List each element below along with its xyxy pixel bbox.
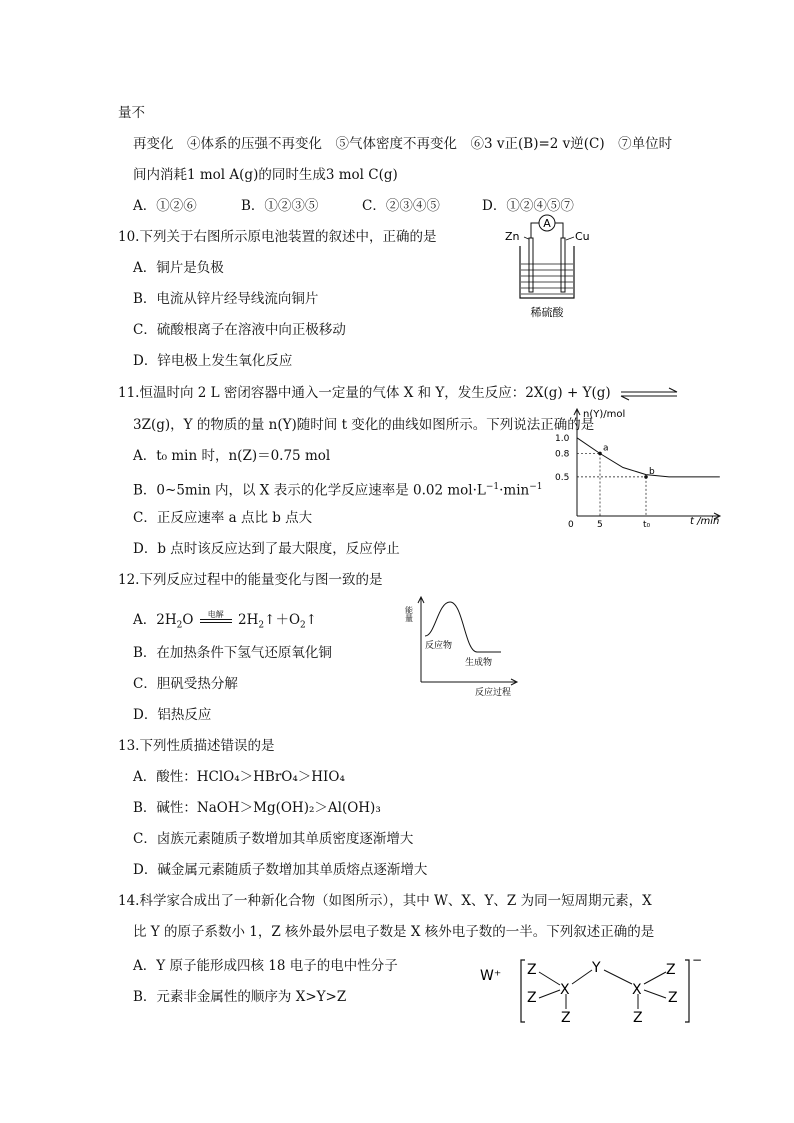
atom-z: Z	[666, 962, 676, 978]
y-tick-label: 0.5	[555, 472, 570, 483]
atom-z: Z	[633, 1010, 643, 1026]
q10-stem: 10.下列关于右图所示原电池装置的叙述中，正确的是	[118, 229, 437, 245]
q9-option-d: D．①②④⑤⑦	[482, 198, 574, 214]
electrolysis-condition: 电解	[207, 609, 224, 619]
q12-option-a: A．$2H_2O$ 电解 $2H_2↑+O_2↑$	[133, 611, 317, 635]
q10-option-a: A．铜片是负极	[133, 260, 224, 276]
wire-right	[555, 223, 563, 238]
electrolyte-caption: 稀硫酸	[530, 306, 564, 319]
atom-z: Z	[561, 1010, 571, 1026]
q11-option-c: C．正反应速率 a 点比 b 点大	[133, 510, 313, 526]
q11-stem-line-1: 11.恒温时向 2 L 密闭容器中通入一定量的气体 X 和 Y，发生反应：2X(g) + Y(g)	[118, 385, 611, 401]
zn-electrode	[529, 238, 533, 292]
q11-option-d: D．b 点时该反应达到了最大限度，反应停止	[133, 541, 400, 557]
atom-y: Y	[592, 960, 601, 976]
q12-option-d: D．铝热反应	[133, 707, 212, 723]
zn-label: Zn	[505, 230, 520, 243]
y-tick-label: 0.8	[555, 449, 570, 460]
point-label: a	[603, 443, 609, 454]
q12-option-c: C．胆矾受热分解	[133, 676, 238, 692]
q9-option-a: A．①②⑥	[133, 198, 197, 214]
x-tick-label: 0	[568, 520, 574, 530]
q9-line-3: 间内消耗1 mol A(g)的同时生成3 mol C(g)	[133, 167, 398, 183]
ammeter-label: A	[543, 217, 551, 230]
right-bracket	[685, 960, 689, 1022]
energy-axis-label: 能量	[404, 606, 414, 622]
reaction-progress-label: 反应过程	[475, 688, 512, 698]
q9-line-2: 再变化 ④体系的压强不再变化 ⑤气体密度不再变化 ⑥3 v正(B)=2 v逆(C) ⑦单位时	[133, 136, 673, 152]
q13-option-d: D．碱金属元素随质子数增加其单质熔点逐渐增大	[133, 862, 428, 878]
q9-option-c: C．②③④⑤	[362, 198, 440, 214]
energy-profile-figure	[405, 594, 527, 700]
y-tick-label: 1.0	[555, 433, 570, 444]
point-label: b	[649, 466, 655, 477]
x-tick-label: t₀	[643, 520, 651, 530]
wire-left	[531, 223, 539, 238]
q13-option-a: A．酸性：HClO₄＞HBrO₄＞HIO₄	[133, 769, 345, 785]
q13-option-c: C．卤族元素随质子数增加其单质密度逐渐增大	[133, 831, 414, 847]
q12-stem: 12.下列反应过程中的能量变化与图一致的是	[118, 572, 383, 588]
left-bracket	[521, 960, 525, 1022]
atom-z: Z	[668, 990, 678, 1006]
reversible-arrow-icon	[619, 387, 683, 401]
atom-x: X	[560, 982, 570, 998]
cation-label: W⁺	[480, 968, 502, 984]
galvanic-cell-figure	[500, 212, 600, 324]
q9-line-1: 量不	[118, 105, 145, 121]
atom-z: Z	[527, 962, 537, 978]
x-axis-label: t /min	[690, 516, 720, 527]
q14-stem-line-2: 比 Y 的原子系数小 1，Z 核外最外层电子数是 X 核外电子数的一半。下列叙述正确的是	[133, 924, 655, 940]
q13-option-b: B．碱性：NaOH＞Mg(OH)₂＞Al(OH)₃	[133, 800, 381, 816]
y-axis-label: n(Y)/mol	[583, 409, 626, 420]
cu-electrode	[561, 238, 565, 292]
compound-structure-figure	[476, 952, 701, 1030]
atom-x: X	[632, 982, 642, 998]
q12-option-b: B．在加热条件下氢气还原氧化铜	[133, 645, 332, 661]
atom-z: Z	[527, 990, 537, 1006]
q11-option-a: A．t₀ min 时，n(Z)＝0.75 mol	[133, 448, 331, 464]
product-label: 生成物	[465, 658, 493, 668]
q10-option-b: B．电流从锌片经导线流向铜片	[133, 291, 319, 307]
ny-time-chart	[550, 404, 725, 530]
q14-option-b: B．元素非金属性的顺序为 X>Y>Z	[133, 989, 347, 1005]
q10-option-c: C．硫酸根离子在溶液中向正极移动	[133, 322, 346, 338]
q10-option-d: D．锌电极上发生氧化反应	[133, 353, 293, 369]
reactant-label: 反应物	[425, 641, 453, 651]
q14-stem-line-1: 14.科学家合成出了一种新化合物（如图所示），其中 W、X、Y、Z 为同一短周期元素，X	[118, 893, 652, 909]
q13-stem: 13.下列性质描述错误的是	[118, 738, 275, 754]
q9-option-b: B．①②③⑤	[241, 198, 319, 214]
anion-charge: −	[692, 953, 703, 967]
x-tick-label: 5	[597, 520, 603, 530]
q11-stem-line-2: 3Z(g)，Y 的物质的量 n(Y)随时间 t 变化的曲线如图所示。下列说法正确的是	[133, 417, 595, 433]
beaker	[520, 246, 574, 298]
q14-option-a: A．Y 原子能形成四核 18 电子的电中性分子	[133, 958, 398, 974]
cu-label: Cu	[575, 230, 590, 243]
q11-option-b: B．0~5min 内，以 X 表示的化学反应速率是 0.02 $mol\cdot L^{-1}\cdot\min^{-1}$	[133, 482, 543, 499]
